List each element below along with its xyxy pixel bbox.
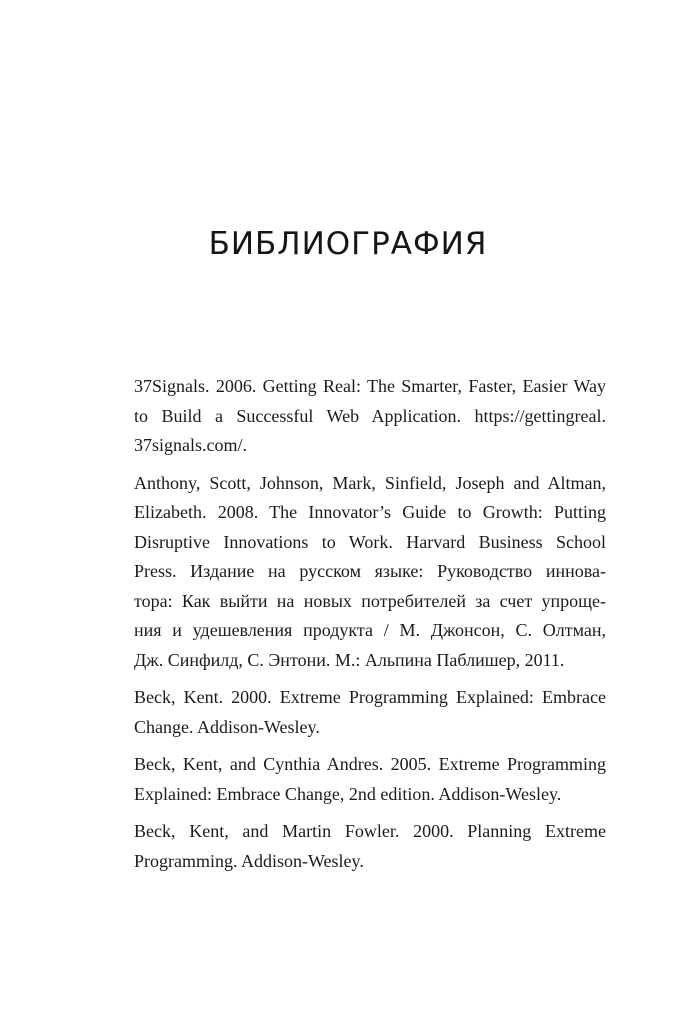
entry-line: to Build a Successful Web Application. https://gettingreal. (134, 405, 606, 426)
entry-line: 37signals.com/. (134, 435, 247, 455)
entry-line: Press. Издание на русском языке: Руководство иннова- (134, 561, 606, 581)
bibliography-entry (134, 372, 606, 461)
entry-line: ния и удешевления продукта / М. Джонсон, С. Олтман, (134, 620, 606, 640)
entry-line: Дж. Синфилд, С. Энтони. М.: Альпина Паблишер, 2011. (134, 649, 565, 670)
bibliography-entry (134, 469, 606, 676)
entry-line: Anthony, Scott, Johnson, Mark, Sinfield, Joseph and Altman, (134, 472, 606, 493)
bibliography-entry (134, 683, 606, 742)
bibliography-entry (134, 750, 606, 809)
entry-line: Beck, Kent, and Cynthia Andres. 2005. Extreme Programming (134, 754, 606, 774)
entry-line: Disruptive Innovations to Work. Harvard Business School (134, 531, 606, 552)
bibliography-entry (134, 817, 606, 876)
entry-line: Programming. Addison-Wesley. (134, 850, 364, 871)
entry-line: Beck, Kent. 2000. Extreme Programming Explained: Embrace (134, 687, 606, 707)
entry-line: Elizabeth. 2008. The Innovator’s Guide to Growth: Putting (134, 502, 606, 522)
entry-line: 37Signals. 2006. Getting Real: The Smarter, Faster, Easier Way (134, 376, 606, 396)
page-title: БИБЛИОГРАФИЯ (208, 226, 488, 262)
entry-line: Change. Addison-Wesley. (134, 716, 320, 737)
entry-line: тора: Как выйти на новых потребителей за счет упроще- (134, 590, 606, 611)
bibliography-list (134, 372, 606, 884)
entry-line: Beck, Kent, and Martin Fowler. 2000. Planning Extreme (134, 821, 606, 841)
entry-line: Explained: Embrace Change, 2nd edition. Addison-Wesley. (134, 783, 562, 804)
